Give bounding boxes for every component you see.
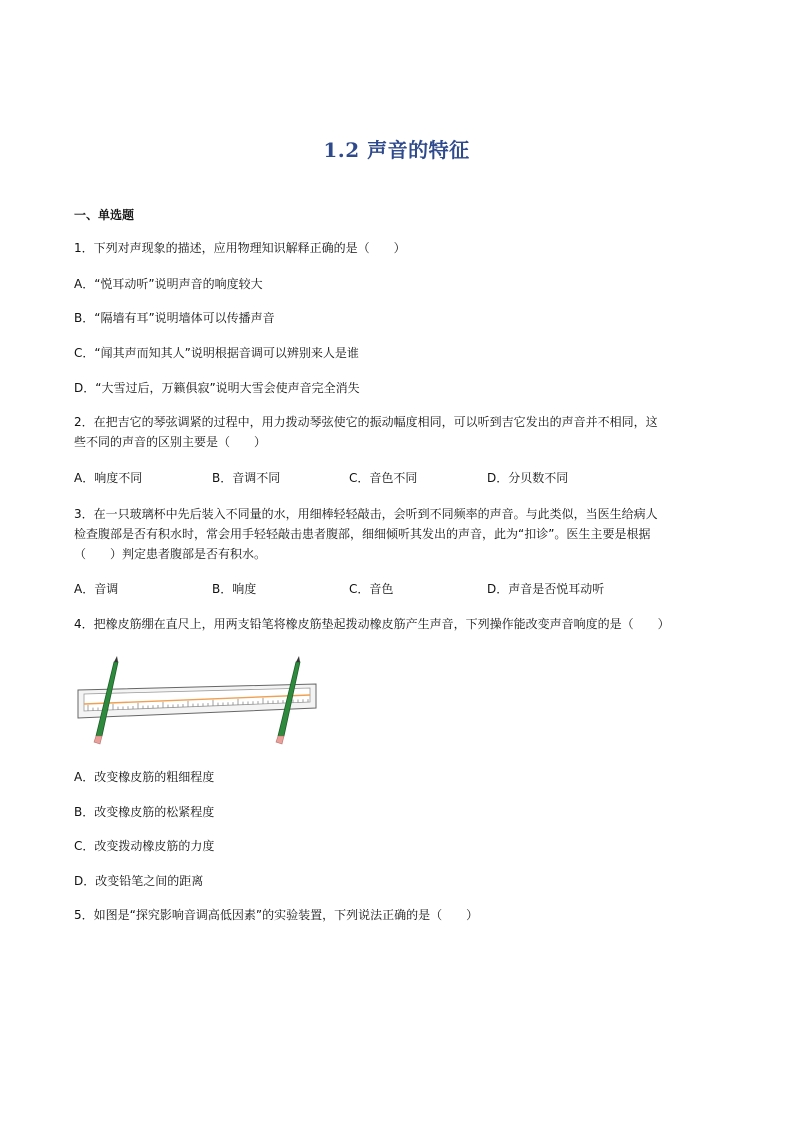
q3-option-b: B．响度 xyxy=(212,582,257,596)
q2-option-d: D．分贝数不同 xyxy=(487,471,569,485)
q2-stem-line-1: 2．在把吉它的琴弦调紧的过程中，用力拨动琴弦使它的振动幅度相同，可以听到吉它发出的声音并不相同，这 xyxy=(74,415,658,429)
q1-option-a: A．“悦耳动听”说明声音的响度较大 xyxy=(74,277,263,291)
q3-option-d: D．声音是否悦耳动听 xyxy=(487,582,605,596)
section-heading: 一、单选题 xyxy=(74,208,135,222)
q1-stem: 1．下列对声现象的描述，应用物理知识解释正确的是（ ） xyxy=(74,241,406,255)
q2-option-a: A．响度不同 xyxy=(74,471,143,485)
q2-option-b: B．音调不同 xyxy=(212,471,281,485)
q4-stem: 4．把橡皮筋绷在直尺上，用两支铅笔将橡皮筋垫起拨动橡皮筋产生声音，下列操作能改变声音响度的是（ ） xyxy=(74,617,670,631)
q1-option-d: D．“大雪过后，万籁俱寂”说明大雪会使声音完全消失 xyxy=(74,381,360,395)
q4-option-b: B．改变橡皮筋的松紧程度 xyxy=(74,805,215,819)
q1-option-c: C．“闻其声而知其人”说明根据音调可以辨别来人是谁 xyxy=(74,346,359,360)
q2-option-c: C．音色不同 xyxy=(349,471,418,485)
q3-option-a: A．音调 xyxy=(74,582,119,596)
q3-stem-line-1: 3．在一只玻璃杯中先后装入不同量的水，用细棒轻轻敲击，会听到不同频率的声音。与此类似，当医生给病人 xyxy=(74,507,658,521)
q4-option-d: D．改变铅笔之间的距离 xyxy=(74,874,204,888)
q4-option-a: A．改变橡皮筋的粗细程度 xyxy=(74,770,215,784)
q4-option-c: C．改变拨动橡皮筋的力度 xyxy=(74,839,215,853)
ruler-pencils-figure xyxy=(74,656,320,746)
ruler-image xyxy=(78,684,316,718)
q1-option-b: B．“隔墙有耳”说明墙体可以传播声音 xyxy=(74,311,275,325)
q3-option-c: C．音色 xyxy=(349,582,394,596)
q5-stem: 5．如图是“探究影响音调高低因素”的实验装置，下列说法正确的是（ ） xyxy=(74,908,479,922)
q3-stem-line-3: （ ）判定患者腹部是否有积水。 xyxy=(74,547,267,561)
page-title: 1.2 声音的特征 xyxy=(323,138,470,162)
q3-stem-line-2: 检查腹部是否有积水时，常会用手轻轻敲击患者腹部，细细倾听其发出的声音，此为“扣诊”。医生主要是根据 xyxy=(74,527,651,541)
q2-stem-line-2: 些不同的声音的区别主要是（ ） xyxy=(74,435,267,449)
